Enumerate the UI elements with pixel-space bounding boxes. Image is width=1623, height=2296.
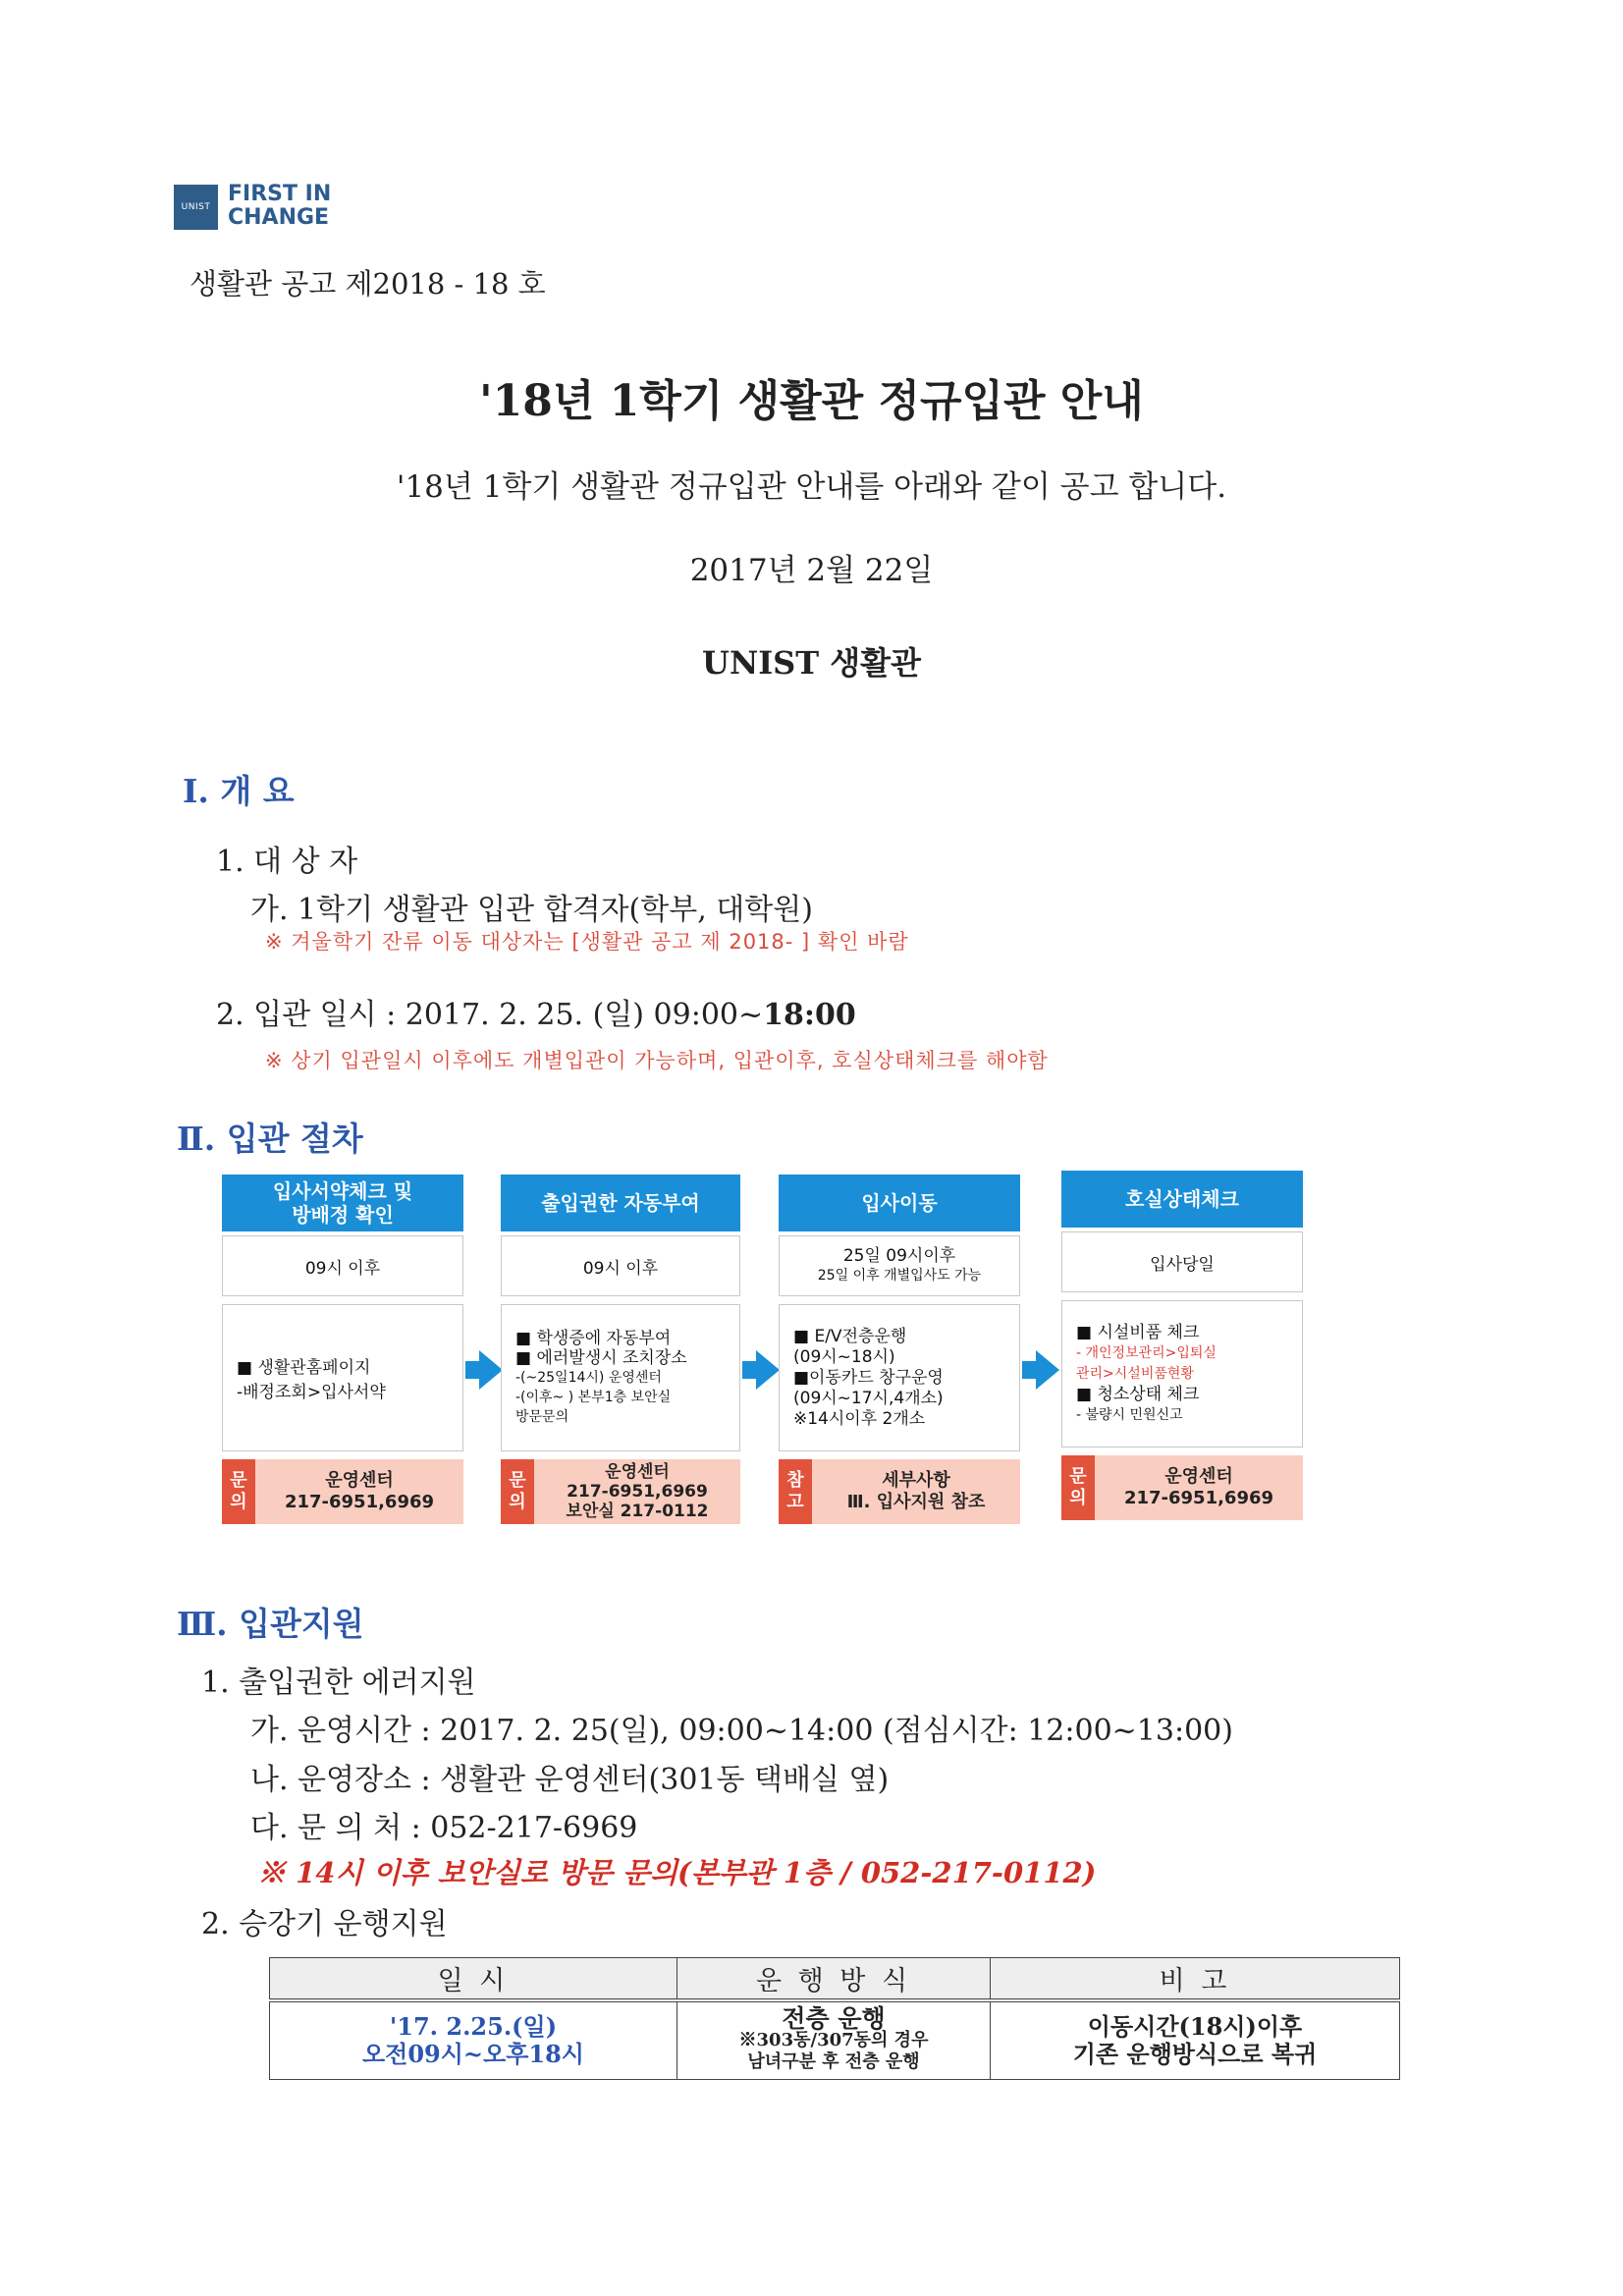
step1-contact-tag: [222, 1459, 255, 1524]
step3-detail-line: ■ E/V전층운행: [793, 1326, 907, 1346]
table-cell-datetime: [270, 2000, 677, 2080]
step2-detail-line: -(이후~ ) 본부1층 보안실: [515, 1390, 672, 1405]
step2-detail-line: ■ 학생증에 자동부여: [515, 1329, 672, 1348]
step2-detail-line: -(~25일14시) 운영센터: [515, 1370, 662, 1386]
tag-char: 참: [786, 1470, 804, 1491]
table-cell-method: [677, 2000, 991, 2080]
unist-logo-text: [228, 183, 331, 230]
step2-detail-line: ■ 에러발생시 조치장소: [515, 1348, 687, 1368]
step4-time-text: 입사당일: [1150, 1254, 1215, 1275]
step4-detail-line: ■ 청소상태 체크: [1076, 1384, 1200, 1404]
section1-item2-note: ※ 상기 입관일시 이후에도 개별입관이 가능하며, 입관이후, 호실상태체크를 해야함: [265, 1049, 1049, 1072]
step3-detail-line: ※14시이후 2개소: [793, 1408, 926, 1429]
logo-line2: CHANGE: [228, 205, 330, 230]
contact-line: 운영센터: [605, 1462, 670, 1482]
step1-header-line1: 입사서약체크 및: [272, 1179, 413, 1203]
step3-detail-line: (09시~18시): [793, 1346, 895, 1367]
step3-time-text: 25일 09시이후: [842, 1246, 956, 1266]
step1-detail-line: ■ 생활관홈페이지: [237, 1358, 371, 1378]
flow-arrow-icon: [742, 1350, 780, 1390]
step1-detail-line: -배정조회>입사서약: [237, 1383, 386, 1402]
document-date: 2017년 2월 22일: [689, 553, 934, 588]
section3-heading: Ⅲ. 입관지원: [177, 1605, 364, 1643]
section3-item1-a: 가. 운영시간 : 2017. 2. 25(일), 09:00~14:00 (점심시간: 12:00~13:00): [250, 1714, 1233, 1748]
step4-header-line1: 호실상태체크: [1125, 1187, 1239, 1211]
contact-line: 보안실 217-0112: [566, 1502, 709, 1521]
step4-detail-line: 관리>시설비품현황: [1076, 1365, 1194, 1382]
section1-item2: [216, 990, 856, 1033]
step4-detail-line: - 개인정보관리>입퇴실: [1076, 1344, 1217, 1361]
entry-date-text: 2. 입관 일시 : 2017. 2. 25. (일) 09:00~: [216, 998, 764, 1032]
tag-char: 의: [1069, 1488, 1087, 1508]
flow-arrow-icon: [465, 1350, 503, 1390]
tag-char: 의: [509, 1492, 526, 1512]
step4-detail-line: ■ 시설비품 체크: [1076, 1322, 1200, 1342]
cell-line: 남녀구분 후 전층 운행: [747, 2051, 920, 2072]
contact-line: 217-6951,6969: [567, 1482, 708, 1502]
step2-detail-line: 방문문의: [515, 1409, 569, 1425]
entry-end-time: 18:00: [763, 998, 856, 1032]
step4-time: [1061, 1231, 1303, 1292]
step3-contact: [779, 1459, 1020, 1524]
step3-detail-line: (09시~17시,4개소): [793, 1388, 944, 1408]
cell-line: 오전09시~오후18시: [361, 2040, 584, 2068]
step1-detail: [222, 1304, 463, 1451]
step1-contact: [222, 1459, 463, 1524]
table-row: [270, 2000, 1400, 2080]
step3-detail: [779, 1304, 1020, 1451]
step1-time: [222, 1235, 463, 1296]
step4-contact-text: [1095, 1455, 1303, 1520]
step3-contact-tag: [779, 1459, 812, 1524]
section1-item1: 1. 대 상 자: [216, 845, 358, 879]
step1-header-line2: 방배정 확인: [292, 1203, 394, 1227]
step3-header: [779, 1175, 1020, 1231]
contact-line: 217-6951,6969: [1123, 1488, 1274, 1508]
table-header: 일 시: [270, 1958, 677, 2001]
cell-line: '17. 2.25.(일): [389, 2012, 558, 2041]
step2-time-text: 09시 이후: [582, 1258, 659, 1279]
contact-line: 217-6951,6969: [284, 1492, 435, 1512]
step2-header: [501, 1175, 740, 1231]
step3-detail-line: ■이동카드 창구운영: [793, 1367, 944, 1388]
step4-detail-line: - 불량시 민원신고: [1076, 1406, 1183, 1423]
contact-line: 운영센터: [325, 1470, 394, 1491]
document-title: '18년 1학기 생활관 정규입관 안내: [479, 376, 1144, 426]
step4-contact: [1061, 1455, 1303, 1520]
step4-detail: [1061, 1300, 1303, 1448]
unist-logo-mark: UNIST: [174, 185, 218, 230]
tag-char: 문: [230, 1470, 247, 1491]
section1-heading: Ⅰ. 개 요: [183, 772, 295, 810]
step2-contact-tag: [501, 1459, 534, 1524]
step3-header-line1: 입사이동: [861, 1191, 938, 1215]
tag-char: 의: [230, 1492, 247, 1512]
step3-time: [779, 1235, 1020, 1296]
flow-arrow-icon: [1022, 1350, 1059, 1390]
table-header-row: [270, 1958, 1400, 2001]
cell-line: 전층 운행: [782, 2004, 886, 2033]
document-issuer: UNIST 생활관: [702, 644, 921, 682]
section3-item2: 2. 승강기 운행지원: [201, 1907, 448, 1941]
table-header: 운 행 방 식: [677, 1958, 991, 2001]
section1-item1-a: 가. 1학기 생활관 입관 합격자(학부, 대학원): [250, 893, 813, 927]
step1-contact-text: [255, 1459, 463, 1524]
step3-contact-text: [812, 1459, 1020, 1524]
elevator-operation-table: [269, 1957, 1400, 2080]
cell-line: ※303동/307동의 경우: [738, 2030, 929, 2050]
tag-char: 고: [786, 1492, 804, 1512]
document-subtitle: '18년 1학기 생활관 정규입관 안내를 아래와 같이 공고 합니다.: [396, 469, 1227, 505]
table-cell-remarks: [991, 2000, 1400, 2080]
contact-line: 세부사항: [882, 1470, 950, 1491]
logo-line1: FIRST IN: [228, 182, 332, 206]
table-header: 비 고: [991, 1958, 1400, 2001]
section3-item1-c: 다. 문 의 처 : 052-217-6969: [250, 1811, 638, 1845]
step3-time-sub: 25일 이후 개별입사도 가능: [817, 1268, 982, 1284]
step1-time-text: 09시 이후: [304, 1258, 381, 1279]
contact-line: Ⅲ. 입사지원 참조: [846, 1492, 986, 1512]
step2-header-line1: 출입권한 자동부여: [541, 1191, 700, 1215]
section3-item1-b: 나. 운영장소 : 생활관 운영센터(301동 택배실 옆): [250, 1763, 890, 1797]
notice-number: 생활관 공고 제2018 - 18 호: [189, 267, 546, 301]
section3-item1: 1. 출입권한 에러지원: [201, 1666, 476, 1700]
step4-header: [1061, 1171, 1303, 1228]
step2-detail: [501, 1304, 740, 1451]
step2-contact-text: [534, 1459, 740, 1524]
tag-char: 문: [509, 1470, 526, 1491]
step4-contact-tag: [1061, 1455, 1095, 1520]
contact-line: 운영센터: [1164, 1466, 1233, 1487]
step2-contact: [501, 1459, 740, 1524]
step1-header: [222, 1175, 463, 1231]
cell-line: 이동시간(18시)이후: [1087, 2012, 1303, 2041]
section2-heading: Ⅱ. 입관 절차: [177, 1120, 363, 1158]
step2-time: [501, 1235, 740, 1296]
section1-item1-note: ※ 겨울학기 잔류 이동 대상자는 [생활관 공고 제 2018- ] 확인 바람: [265, 930, 909, 954]
cell-line: 기존 운행방식으로 복귀: [1072, 2040, 1318, 2068]
tag-char: 문: [1069, 1466, 1087, 1487]
section3-item1-note: ※ 14시 이후 보안실로 방문 문의(본부관 1층 / 052-217-0112): [257, 1856, 1097, 1889]
